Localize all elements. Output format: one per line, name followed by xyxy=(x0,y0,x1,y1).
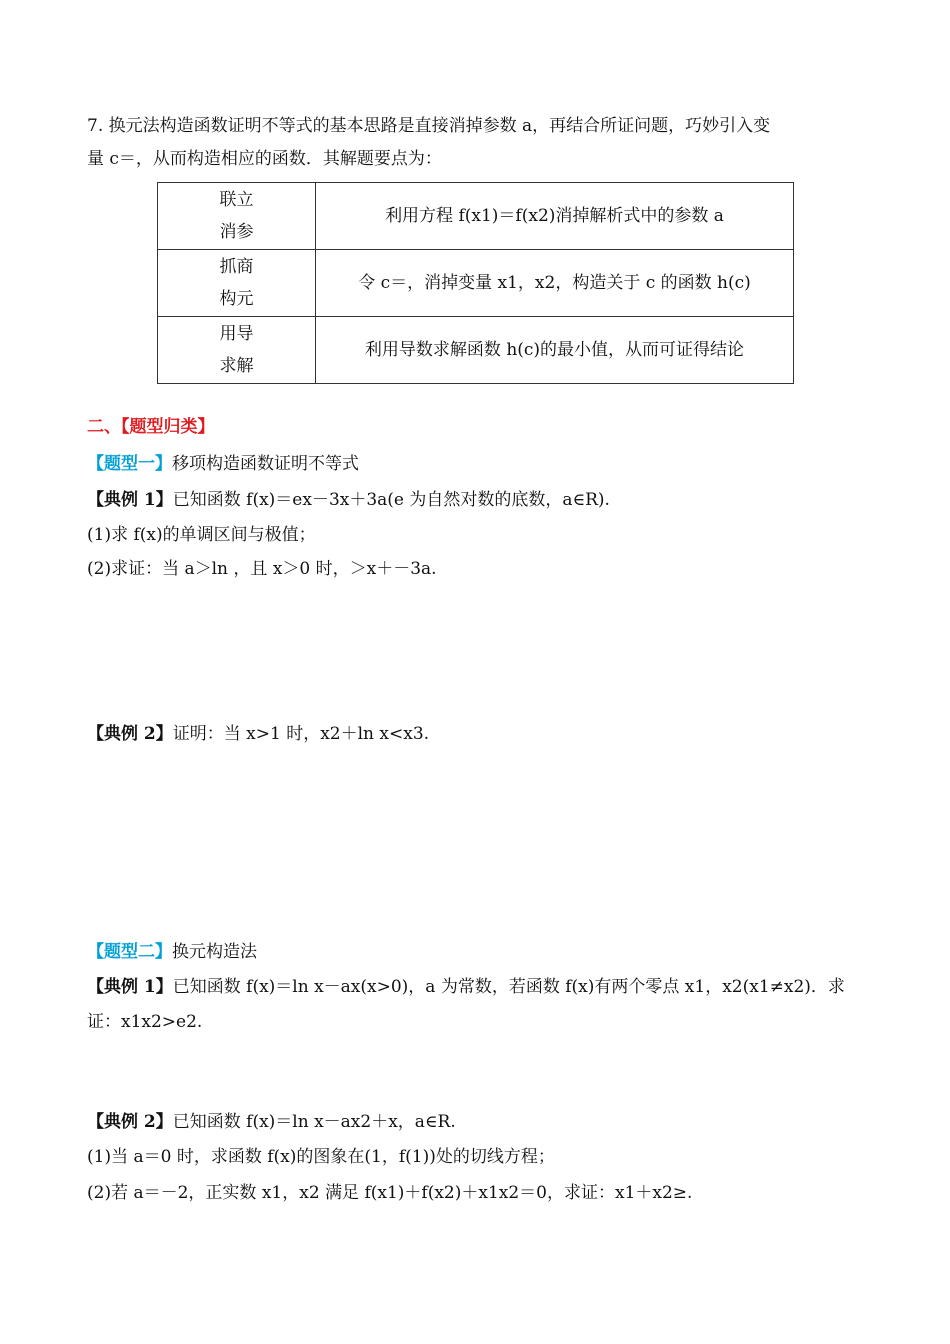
example-stem: 已知函数 f(x)＝ln x－ax2＋x，a∈R. xyxy=(172,1112,456,1132)
method-table xyxy=(157,182,794,384)
row-label xyxy=(158,250,316,317)
type1-ex1-stem xyxy=(87,484,860,516)
row-label-top: 抓商 xyxy=(219,257,254,277)
intro-line-2: 量 c＝，从而构造相应的函数．其解题要点为： xyxy=(87,149,442,169)
example-stem: 已知函数 f(x)＝ln x－ax(x>0)，a 为常数，若函数 f(x)有两个零点 x1，x2(x1≠x2)．求 xyxy=(172,977,845,997)
example-tag: 【典例 2】 xyxy=(87,1112,173,1132)
row-text: 利用导数求解函数 h(c)的最小值，从而可证得结论 xyxy=(316,317,794,384)
row-label-top: 用导 xyxy=(219,324,254,344)
type2-ex2-stem xyxy=(87,1106,860,1138)
type1-ex1-q1: (1)求 f(x)的单调区间与极值； xyxy=(87,525,316,545)
type2-ex1-stem-2: 证：x1x2>e2. xyxy=(87,1012,203,1032)
table-row xyxy=(158,183,794,250)
row-label-bottom: 求解 xyxy=(219,356,254,376)
example-stem: 证明：当 x>1 时，x2＋ln x<x3. xyxy=(172,724,430,744)
table-row xyxy=(158,317,794,384)
example-stem: 已知函数 f(x)＝ex－3x＋3a(e 为自然对数的底数，a∈R). xyxy=(172,490,610,510)
type2-heading xyxy=(87,936,860,968)
type2-ex2-q1: (1)当 a＝0 时，求函数 f(x)的图象在(1，f(1))处的切线方程； xyxy=(87,1147,555,1167)
type1-heading xyxy=(87,448,860,480)
type2-ex1-stem-1 xyxy=(87,971,860,1003)
row-text: 利用方程 f(x1)＝f(x2)消掉解析式中的参数 a xyxy=(316,183,794,250)
example-tag: 【典例 1】 xyxy=(87,977,173,997)
type1-tag: 【题型一】 xyxy=(87,454,172,474)
section-heading: 二、【题型归类】 xyxy=(87,417,215,437)
type2-title: 换元构造法 xyxy=(172,942,257,962)
row-label-bottom: 构元 xyxy=(219,289,254,309)
row-label-bottom: 消参 xyxy=(219,222,254,242)
type1-title: 移项构造函数证明不等式 xyxy=(172,454,359,474)
table-row xyxy=(158,250,794,317)
type2-tag: 【题型二】 xyxy=(87,942,172,962)
example-tag: 【典例 2】 xyxy=(87,724,173,744)
type1-ex2-stem xyxy=(87,718,860,750)
row-text: 令 c＝，消掉变量 x1，x2，构造关于 c 的函数 h(c) xyxy=(316,250,794,317)
row-label xyxy=(158,317,316,384)
example-tag: 【典例 1】 xyxy=(87,490,173,510)
type2-ex2-q2: (2)若 a＝－2，正实数 x1，x2 满足 f(x1)＋f(x2)＋x1x2＝0，求证：x1＋x2≥. xyxy=(87,1183,693,1203)
type1-ex1-q2: (2)求证：当 a＞ln ，且 x＞0 时，＞x＋－3a. xyxy=(87,559,437,579)
row-label-top: 联立 xyxy=(219,190,254,210)
row-label xyxy=(158,183,316,250)
intro-line-1: 7. 换元法构造函数证明不等式的基本思路是直接消掉参数 a，再结合所证问题，巧妙引入变 xyxy=(87,116,771,136)
